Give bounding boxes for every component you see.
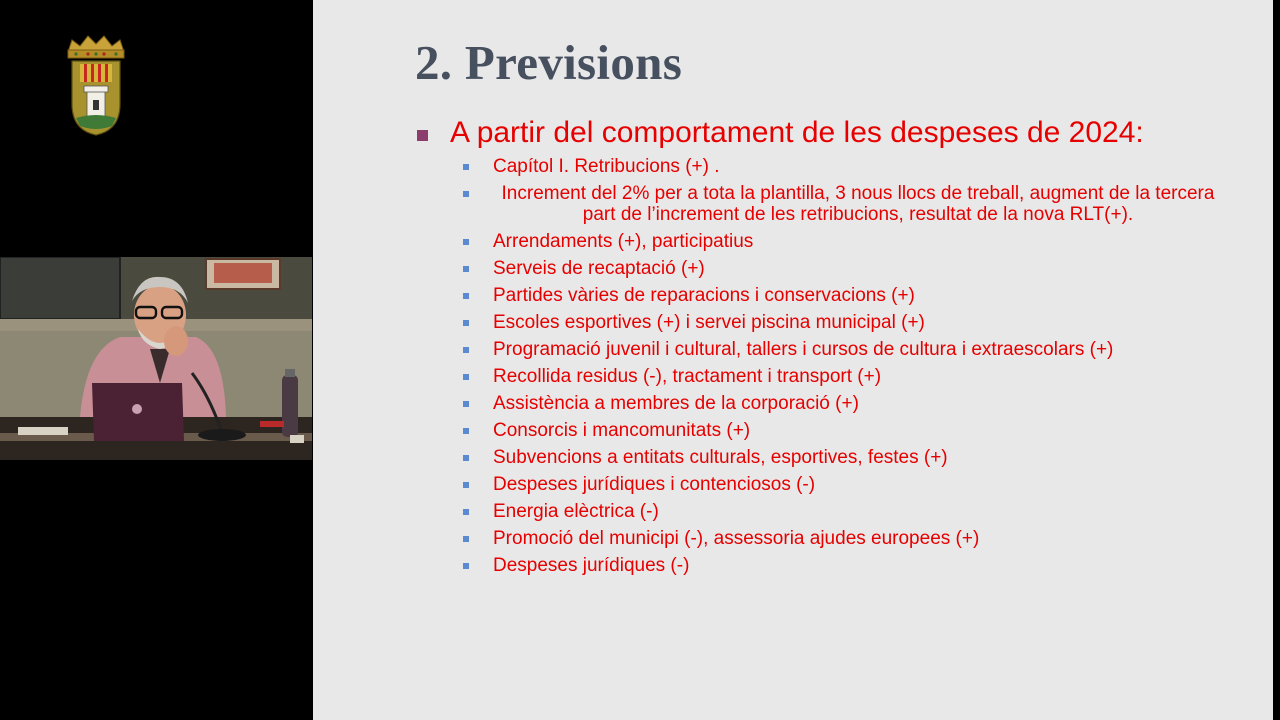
sub-point bbox=[463, 183, 1253, 225]
square-bullet-icon bbox=[417, 130, 428, 141]
speaker-webcam-feed bbox=[0, 257, 312, 460]
sub-point-text: Serveis de recaptació (+) bbox=[493, 258, 705, 279]
square-bullet-icon bbox=[463, 455, 469, 461]
square-bullet-icon bbox=[463, 536, 469, 542]
sub-point bbox=[463, 420, 1253, 441]
sub-point bbox=[463, 231, 1253, 252]
square-bullet-icon bbox=[463, 482, 469, 488]
square-bullet-icon bbox=[463, 164, 469, 170]
sub-point-text: Programació juvenil i cultural, tallers i cursos de cultura i extraescolars (+) bbox=[493, 339, 1114, 360]
sub-point-text: Subvencions a entitats culturals, esportives, festes (+) bbox=[493, 447, 948, 468]
sub-point-text: Assistència a membres de la corporació (+) bbox=[493, 393, 859, 414]
sub-point bbox=[463, 501, 1253, 522]
lead-point bbox=[417, 116, 1144, 150]
square-bullet-icon bbox=[463, 239, 469, 245]
sub-point-text: Increment del 2% per a tota la plantilla, 3 nous llocs de treball, augment de la tercera part de l’increment de les retribucions, resultat de la nova RLT(+). bbox=[501, 183, 1215, 225]
presentation-slide bbox=[313, 0, 1273, 720]
square-bullet-icon bbox=[463, 428, 469, 434]
sub-point bbox=[463, 339, 1253, 360]
sub-point-text: Arrendaments (+), participatius bbox=[493, 231, 754, 252]
sub-point bbox=[463, 447, 1253, 468]
sub-point bbox=[463, 393, 1253, 414]
sub-point bbox=[463, 312, 1253, 333]
square-bullet-icon bbox=[463, 374, 469, 380]
square-bullet-icon bbox=[463, 401, 469, 407]
sub-point-text: Escoles esportives (+) i servei piscina municipal (+) bbox=[493, 312, 925, 333]
sub-point bbox=[463, 258, 1253, 279]
sub-point-text: Energia elèctrica (-) bbox=[493, 501, 659, 522]
sub-point-text: Consorcis i mancomunitats (+) bbox=[493, 420, 751, 441]
sub-point-text: Partides vàries de reparacions i conservacions (+) bbox=[493, 285, 915, 306]
coat-of-arms-icon bbox=[62, 34, 130, 138]
sub-point bbox=[463, 474, 1253, 495]
square-bullet-icon bbox=[463, 347, 469, 353]
sub-point-list bbox=[463, 156, 1253, 582]
sub-point-text: Capítol I. Retribucions (+) . bbox=[493, 156, 720, 177]
square-bullet-icon bbox=[463, 191, 469, 197]
lead-point-text: A partir del comportament de les despeses de 2024: bbox=[450, 116, 1144, 149]
sub-point bbox=[463, 156, 1253, 177]
square-bullet-icon bbox=[463, 293, 469, 299]
square-bullet-icon bbox=[463, 266, 469, 272]
sub-point-text: Recollida residus (-), tractament i transport (+) bbox=[493, 366, 882, 387]
frame-border bbox=[1273, 0, 1280, 720]
sub-point-text: Despeses jurídiques i contenciosos (-) bbox=[493, 474, 816, 495]
sub-point-text: Promoció del municipi (-), assessoria ajudes europees (+) bbox=[493, 528, 980, 549]
sub-point-text: Despeses jurídiques (-) bbox=[493, 555, 690, 576]
sub-point bbox=[463, 366, 1253, 387]
sub-point bbox=[463, 528, 1253, 549]
sub-point bbox=[463, 285, 1253, 306]
square-bullet-icon bbox=[463, 509, 469, 515]
square-bullet-icon bbox=[463, 320, 469, 326]
slide-title: 2. Previsions bbox=[415, 35, 683, 90]
sub-point bbox=[463, 555, 1253, 576]
square-bullet-icon bbox=[463, 563, 469, 569]
